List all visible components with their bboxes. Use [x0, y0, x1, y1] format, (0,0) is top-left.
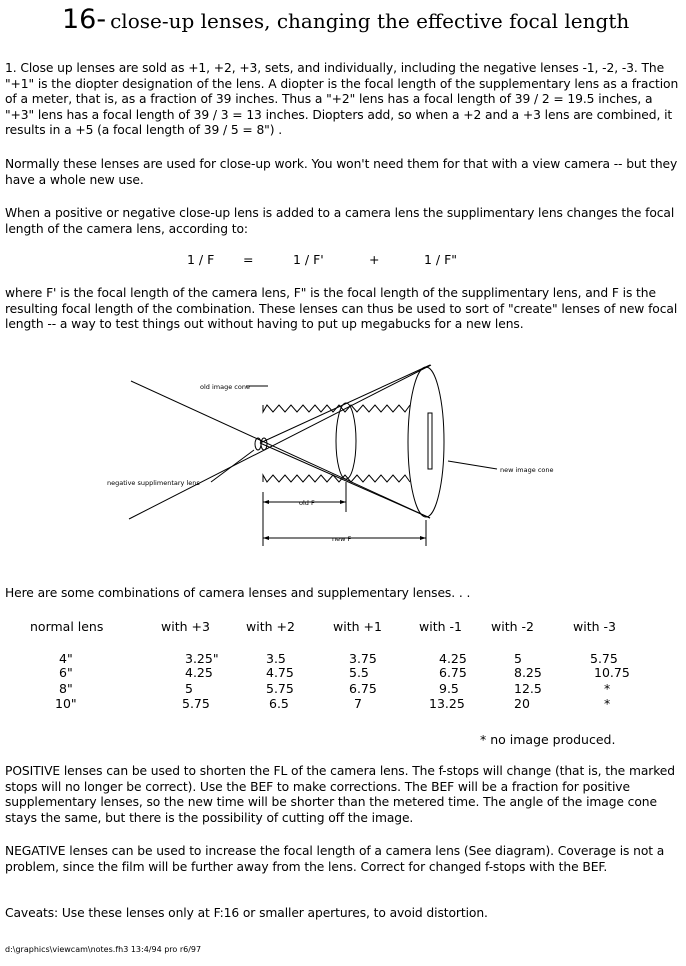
label-negative-lens: negative supplimentary lens	[107, 479, 200, 487]
paragraph-positive-lenses: POSITIVE lenses can be used to shorten the FL of the camera lens. The f-stops will change (that is, the marked stops will no longer be correct). Use the BEF to make corrections. The BEF will be a fraction for positive supplementary lenses, so the new time will be shorter than the metered time. The angle of the image cone stays the same, but there is the possibility of cutting off the image.	[5, 764, 675, 825]
file-path-footer: d:\graphics\viewcam\notes.fh3 13:4/94 pro r6/97	[5, 945, 202, 954]
table-cell: 3.25"	[185, 651, 219, 666]
page-number: 16-	[62, 4, 107, 35]
lens-diagram	[0, 355, 686, 555]
table-cell: 8.25	[514, 665, 542, 680]
table-cell: 10.75	[594, 665, 630, 680]
leader-line	[211, 450, 254, 482]
film-plane	[428, 413, 432, 469]
ray-line	[131, 381, 430, 518]
ray-line	[129, 365, 431, 519]
table-cell: 6.75	[349, 681, 377, 696]
bellows-bottom	[263, 475, 410, 482]
table-cell: 6.75	[439, 665, 467, 680]
lens-formula	[0, 252, 686, 270]
table-header: with -1	[419, 619, 462, 634]
page-heading: close-up lenses, changing the effective focal length	[110, 9, 630, 33]
table-header: with +1	[333, 619, 382, 634]
table-cell: 3.75	[349, 651, 377, 666]
table-cell: 7	[354, 696, 362, 711]
formula-equals: =	[243, 252, 254, 267]
table-cell: 4.25	[439, 651, 467, 666]
table-footnote: * no image produced.	[480, 732, 616, 747]
paragraph-diopters: 1. Close up lenses are sold as +1, +2, +3, sets, and individually, including the negative lenses -1, -2, -3. The "+1" is the diopter designation of the lens. A diopter is the focal length of the supplementary lens as a fraction of a meter, that is, as a fraction of 39 inches. Thus a "+2" lens has a focal length of 39 / 2 = 19.5 inches, a "+3" lens has a focal length of 39 / 3 = 13 inches. Diopters add, so when a +2 and a +3 lens are combined, it results in a +5 (a focal length of 39 / 5 = 8") .	[5, 61, 679, 137]
table-cell: 6"	[59, 665, 73, 680]
paragraph-table-intro: Here are some combinations of camera lenses and supplementary lenses. . .	[5, 586, 471, 600]
label-old-f: old F	[299, 499, 315, 507]
paragraph-focal-change: When a positive or negative close-up lens is added to a camera lens the supplimentary lens changes the focal length of the camera lens, according to:	[5, 206, 675, 236]
formula-plus: +	[369, 252, 380, 267]
table-cell: 4.25	[185, 665, 213, 680]
table-header: normal lens	[30, 619, 104, 634]
table-cell: 5.75	[590, 651, 618, 666]
table-header: with +3	[161, 619, 210, 634]
old-focal-plane-ellipse	[336, 403, 356, 479]
table-cell: 5.75	[266, 681, 294, 696]
table-cell: 6.5	[269, 696, 289, 711]
page-title	[62, 4, 662, 35]
paragraph-caveats: Caveats: Use these lenses only at F:16 or smaller apertures, to avoid distortion.	[5, 906, 488, 920]
new-cone-ray	[260, 443, 430, 518]
label-old-image-cone: old image cone	[200, 383, 250, 391]
label-new-f: new F	[332, 535, 352, 543]
lens-table	[0, 619, 686, 719]
table-header: with +2	[246, 619, 295, 634]
formula-term-1: 1 / F'	[293, 252, 324, 267]
table-cell: 5.5	[349, 665, 369, 680]
new-cone-ray	[260, 365, 430, 443]
table-cell: 13.25	[429, 696, 465, 711]
new-focal-plane-ellipse	[408, 367, 444, 517]
negative-lens-element	[255, 438, 261, 450]
table-cell: 5	[514, 651, 522, 666]
label-new-image-cone: new image cone	[500, 466, 554, 474]
paragraph-definitions: where F' is the focal length of the camera lens, F" is the focal length of the supplimentary lens, and F is the resulting focal length of the combination. These lenses can thus be used to sort of "create" lenses of new focal length -- a way to test things out without having to put up megabucks for a new lens.	[5, 286, 678, 331]
table-cell: 3.5	[266, 651, 286, 666]
table-header: with -3	[573, 619, 616, 634]
bellows-top	[263, 405, 410, 412]
table-cell: *	[604, 681, 611, 696]
table-cell: 20	[514, 696, 530, 711]
table-cell: 9.5	[439, 681, 459, 696]
table-cell: *	[604, 696, 611, 711]
table-cell: 10"	[55, 696, 77, 711]
formula-lhs: 1 / F	[187, 252, 215, 267]
table-cell: 5	[185, 681, 193, 696]
table-cell: 4"	[59, 651, 73, 666]
table-cell: 4.75	[266, 665, 294, 680]
table-cell: 5.75	[182, 696, 210, 711]
formula-term-2: 1 / F"	[424, 252, 458, 267]
table-cell: 12.5	[514, 681, 542, 696]
leader-line	[448, 461, 497, 469]
table-cell: 8"	[59, 681, 73, 696]
paragraph-negative-lenses: NEGATIVE lenses can be used to increase the focal length of a camera lens (See diagram). Coverage is not a problem, since the film will be further away from the lens. Correct for changed f-stops with the BEF.	[5, 844, 665, 874]
table-header: with -2	[491, 619, 534, 634]
paragraph-closeup-use: Normally these lenses are used for close-up work. You won't need them for that with a view camera -- but they have a whole new use.	[5, 157, 678, 187]
